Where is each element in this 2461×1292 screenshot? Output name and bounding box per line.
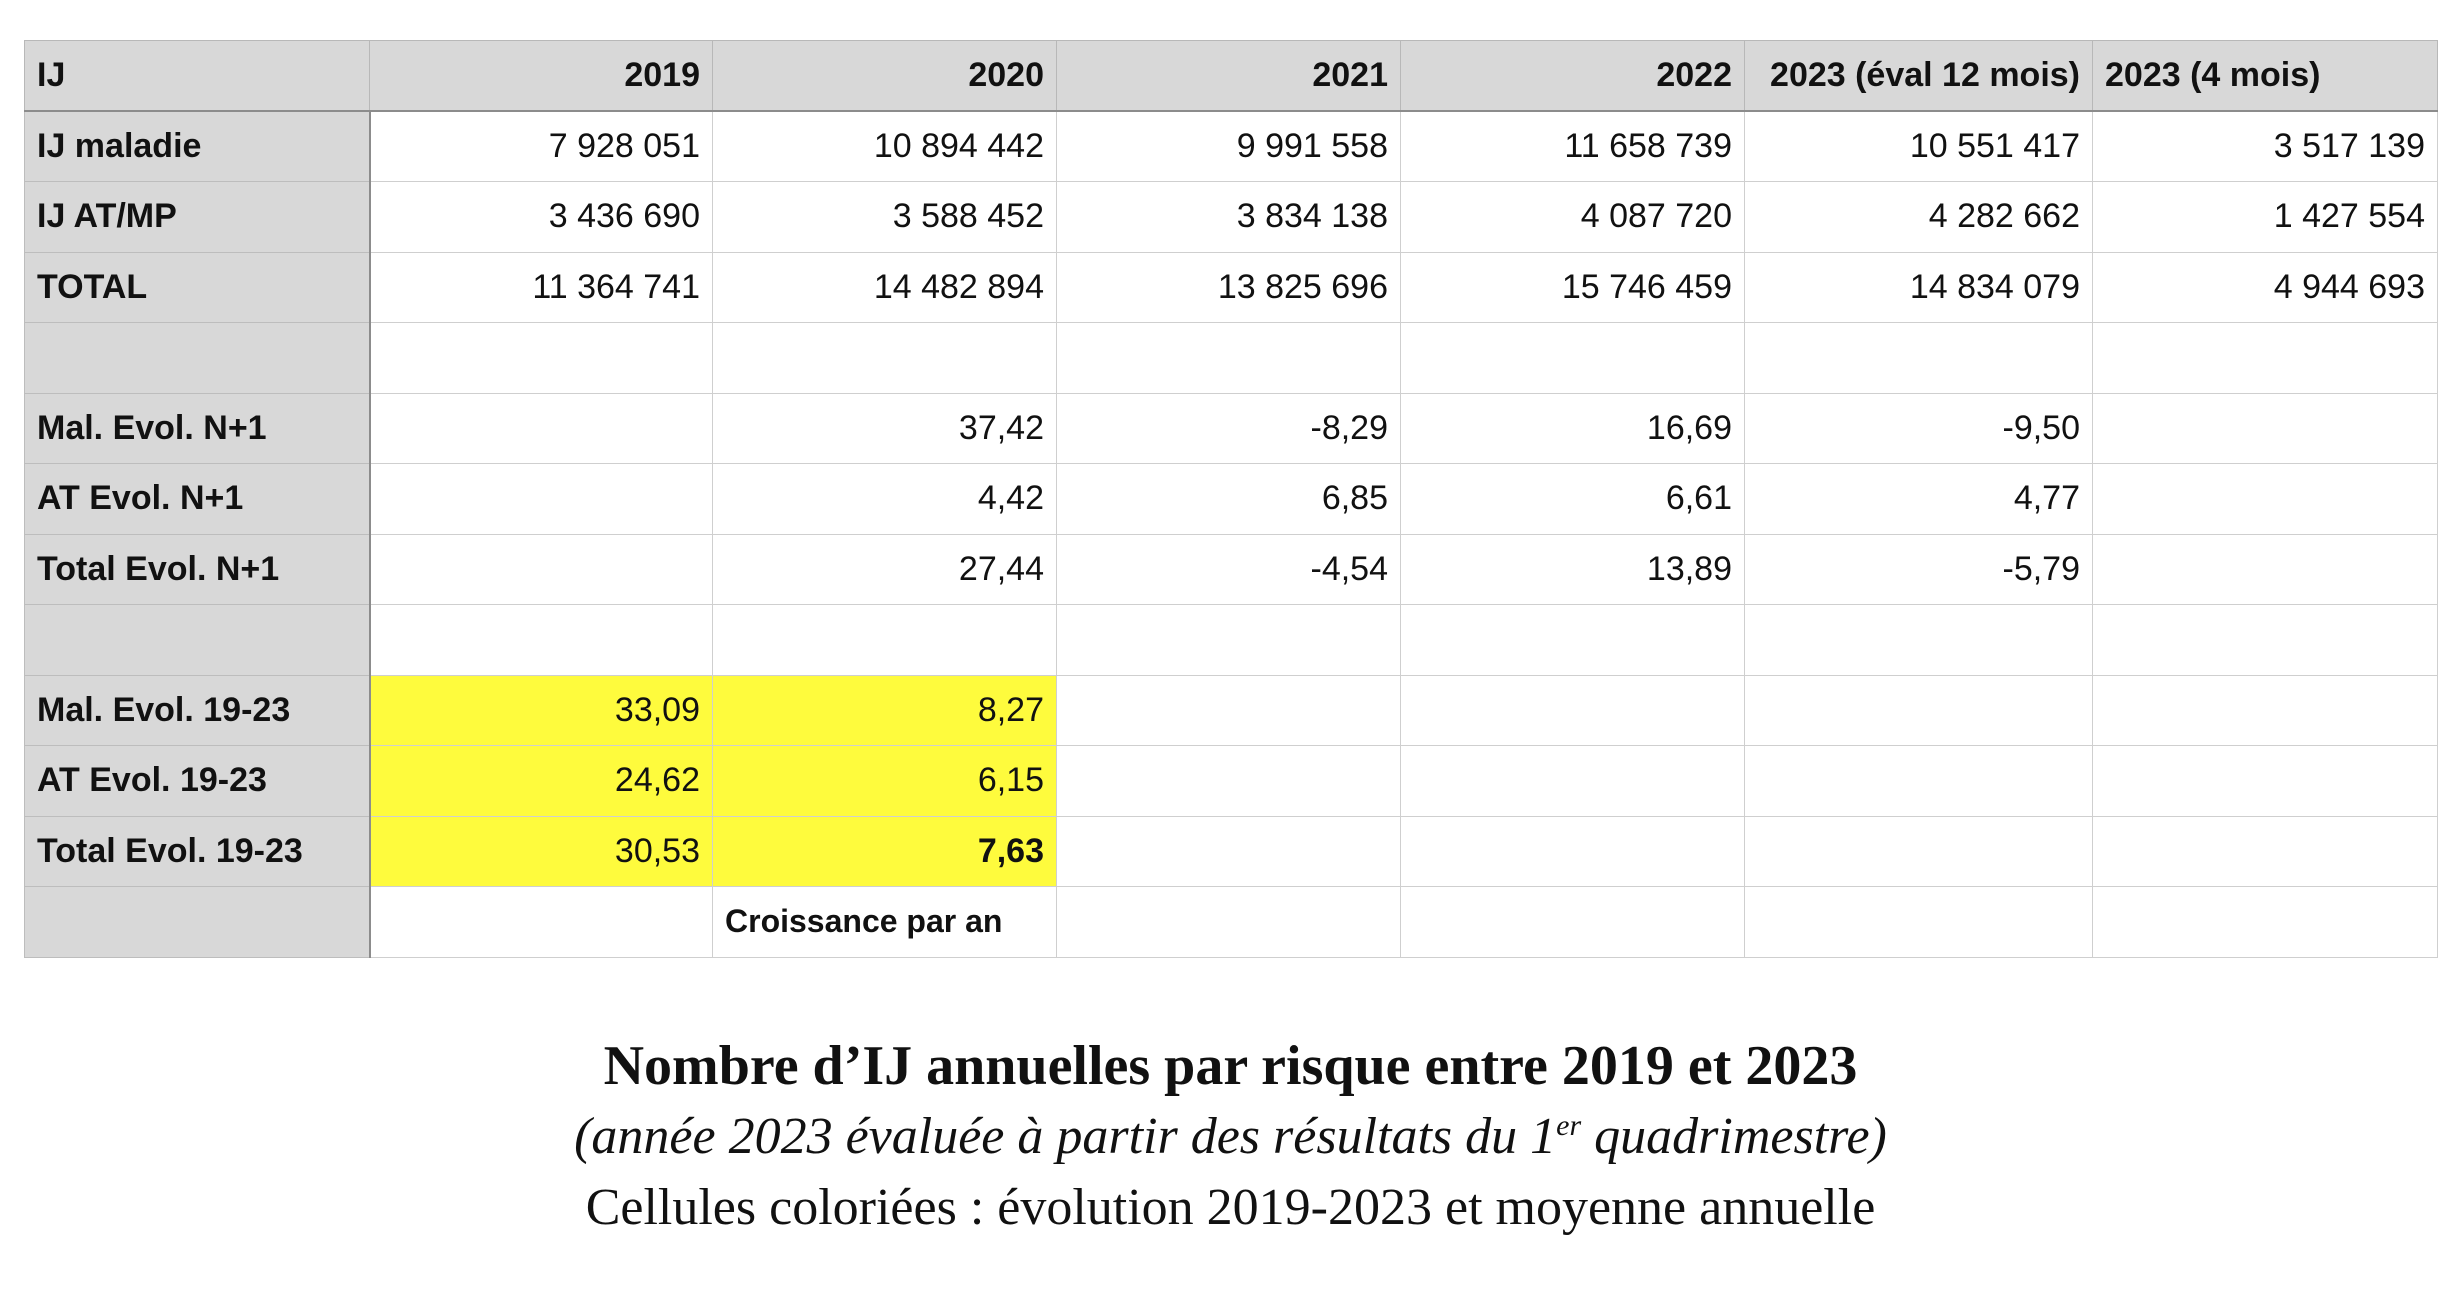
table-cell: 33,09 xyxy=(370,675,713,746)
table-cell: 10 551 417 xyxy=(1745,111,2093,182)
table-cell xyxy=(713,323,1057,394)
table-cell xyxy=(370,393,713,464)
table-row xyxy=(25,816,2438,887)
table-cell xyxy=(370,605,713,676)
table-row xyxy=(25,887,2438,958)
table-cell xyxy=(2093,746,2438,817)
table-cell xyxy=(1745,675,2093,746)
table-cell: 1 427 554 xyxy=(2093,182,2438,253)
table-cell xyxy=(2093,393,2438,464)
row-label: Total Evol. N+1 xyxy=(25,534,370,605)
table-row xyxy=(25,675,2438,746)
table-cell xyxy=(2093,534,2438,605)
table-cell: 8,27 xyxy=(713,675,1057,746)
table-cell xyxy=(1057,323,1401,394)
table-row xyxy=(25,605,2438,676)
row-label xyxy=(25,323,370,394)
table-cell: 16,69 xyxy=(1401,393,1745,464)
table-cell xyxy=(1401,887,1745,958)
table-cell xyxy=(1745,816,2093,887)
header-corner-cell: IJ xyxy=(25,41,370,112)
table-cell xyxy=(1057,816,1401,887)
table-cell xyxy=(1057,746,1401,817)
table-cell xyxy=(1401,605,1745,676)
table-cell: 15 746 459 xyxy=(1401,252,1745,323)
row-label: IJ maladie xyxy=(25,111,370,182)
table-cell: -5,79 xyxy=(1745,534,2093,605)
table-cell xyxy=(1401,746,1745,817)
table-cell xyxy=(713,605,1057,676)
row-label xyxy=(25,605,370,676)
row-label: Total Evol. 19-23 xyxy=(25,816,370,887)
caption-subtitle-superscript: er xyxy=(1556,1109,1582,1142)
row-label: TOTAL xyxy=(25,252,370,323)
table-cell: 4 087 720 xyxy=(1401,182,1745,253)
table-cell xyxy=(1401,323,1745,394)
caption-subtitle-close: quadrimestre) xyxy=(1581,1108,1887,1165)
table-cell xyxy=(1745,887,2093,958)
table-cell: 11 658 739 xyxy=(1401,111,1745,182)
table-cell: 4,42 xyxy=(713,464,1057,535)
table-cell xyxy=(370,323,713,394)
table-cell: 7,63 xyxy=(713,816,1057,887)
table-cell: -9,50 xyxy=(1745,393,2093,464)
table-cell: 6,85 xyxy=(1057,464,1401,535)
table-cell: -4,54 xyxy=(1057,534,1401,605)
table-row xyxy=(25,182,2438,253)
table-cell xyxy=(370,534,713,605)
table-cell xyxy=(1745,746,2093,817)
table-cell: 14 482 894 xyxy=(713,252,1057,323)
table-cell: 4 282 662 xyxy=(1745,182,2093,253)
table-cell: 3 588 452 xyxy=(713,182,1057,253)
table-cell xyxy=(370,464,713,535)
row-label xyxy=(25,887,370,958)
table-cell: 6,61 xyxy=(1401,464,1745,535)
column-header: 2022 xyxy=(1401,41,1745,112)
table-cell: 9 991 558 xyxy=(1057,111,1401,182)
table-cell: 13 825 696 xyxy=(1057,252,1401,323)
column-header: 2021 xyxy=(1057,41,1401,112)
table-cell: 10 894 442 xyxy=(713,111,1057,182)
table-row xyxy=(25,393,2438,464)
table-cell: -8,29 xyxy=(1057,393,1401,464)
table-cell xyxy=(1057,887,1401,958)
table-body xyxy=(25,111,2438,957)
row-label: AT Evol. 19-23 xyxy=(25,746,370,817)
table-cell: 27,44 xyxy=(713,534,1057,605)
table-cell: 7 928 051 xyxy=(370,111,713,182)
column-header: 2020 xyxy=(713,41,1057,112)
figure-caption xyxy=(0,1030,2461,1244)
table-cell xyxy=(1401,816,1745,887)
caption-subtitle-open: (année 2023 évaluée à partir des résultats du 1 xyxy=(574,1108,1557,1165)
table-cell xyxy=(2093,887,2438,958)
table-cell xyxy=(2093,464,2438,535)
table-cell: 13,89 xyxy=(1401,534,1745,605)
table-cell xyxy=(2093,816,2438,887)
column-header: 2019 xyxy=(370,41,713,112)
row-label: Mal. Evol. N+1 xyxy=(25,393,370,464)
table-cell: 4,77 xyxy=(1745,464,2093,535)
table-row xyxy=(25,464,2438,535)
table-cell xyxy=(2093,605,2438,676)
table-cell: 14 834 079 xyxy=(1745,252,2093,323)
table-cell xyxy=(2093,323,2438,394)
table-cell xyxy=(1745,323,2093,394)
caption-note: Cellules coloriées : évolution 2019-2023 et moyenne annuelle xyxy=(585,1179,1876,1236)
table-cell: 30,53 xyxy=(370,816,713,887)
table-row xyxy=(25,323,2438,394)
caption-subtitle xyxy=(0,1102,2461,1172)
row-label: Mal. Evol. 19-23 xyxy=(25,675,370,746)
table-cell xyxy=(1057,605,1401,676)
table-cell xyxy=(1401,675,1745,746)
table-cell: 3 436 690 xyxy=(370,182,713,253)
table-row xyxy=(25,111,2438,182)
table-cell xyxy=(2093,675,2438,746)
column-header: 2023 (éval 12 mois) xyxy=(1745,41,2093,112)
table-cell: 11 364 741 xyxy=(370,252,713,323)
column-header: 2023 (4 mois) xyxy=(2093,41,2438,112)
table-cell: 3 834 138 xyxy=(1057,182,1401,253)
table-cell: Croissance par an xyxy=(713,887,1057,958)
table-cell xyxy=(1745,605,2093,676)
row-label: AT Evol. N+1 xyxy=(25,464,370,535)
ij-spreadsheet-table xyxy=(24,40,2438,958)
caption-title: Nombre d’IJ annuelles par risque entre 2019 et 2023 xyxy=(603,1035,1858,1097)
table-cell: 6,15 xyxy=(713,746,1057,817)
table-header-row xyxy=(25,41,2438,112)
table-cell: 3 517 139 xyxy=(2093,111,2438,182)
table-row xyxy=(25,534,2438,605)
table-cell xyxy=(370,887,713,958)
table-cell: 4 944 693 xyxy=(2093,252,2438,323)
row-label: IJ AT/MP xyxy=(25,182,370,253)
table-row xyxy=(25,746,2438,817)
table-row xyxy=(25,252,2438,323)
table-cell xyxy=(1057,675,1401,746)
table-cell: 24,62 xyxy=(370,746,713,817)
table-cell: 37,42 xyxy=(713,393,1057,464)
